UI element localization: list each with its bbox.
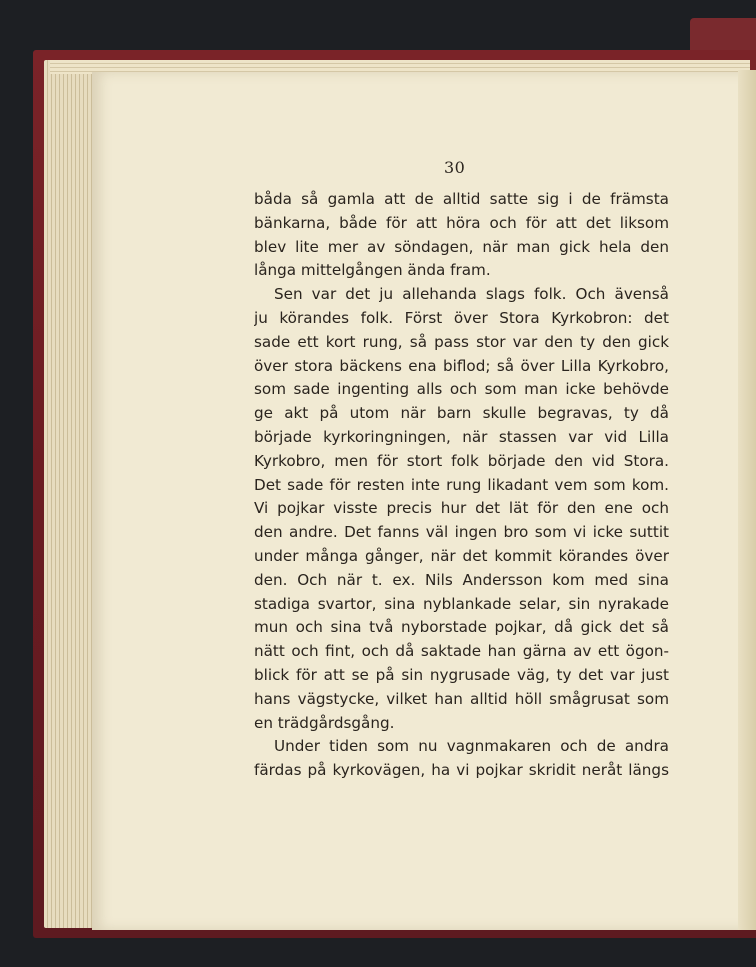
text-line: färdas på kyrkovägen, ha vi pojkar skridit neråt längs — [254, 761, 669, 780]
text-line: bänkarna, både för att höra och för att det liksom — [254, 213, 669, 232]
text-line: under många gånger, när det kommit körandes över — [254, 546, 669, 565]
text-line: Sen var det ju allehanda slags folk. Och ävenså — [274, 285, 669, 304]
text-line: som sade ingenting alls och som man icke behövde — [254, 380, 669, 399]
text-line: mun och sina två nyborstade pojkar, då gick det så — [254, 618, 669, 637]
text-line: hans vägstycke, vilket han alltid höll smågrusat som — [254, 689, 669, 708]
body-text — [254, 188, 669, 783]
text-line: Vi pojkar visste precis hur det lät för den ene och — [254, 499, 669, 518]
text-line: stadiga svartor, sina nyblankade selar, sin nyrakade — [254, 594, 669, 613]
text-line: Kyrkobro, men för stort folk började den vid Stora. — [254, 451, 669, 470]
text-line: den. Och när t. ex. Nils Andersson kom med sina — [254, 570, 669, 589]
text-line: nätt och fint, och då saktade han gärna av ett ögon- — [254, 642, 669, 661]
text-line: blev lite mer av söndagen, när man gick hela den — [254, 237, 669, 256]
text-line: båda så gamla att de alltid satte sig i de främsta — [254, 190, 669, 208]
page-number: 30 — [444, 158, 466, 177]
text-line: Under tiden som nu vagnmakaren och de andra — [274, 737, 669, 756]
text-line: den andre. Det fanns väl ingen bro som vi icke suttit — [254, 523, 669, 542]
text-line: ju körandes folk. Först över Stora Kyrkobron: det — [254, 308, 669, 327]
text-line: ge akt på utom när barn skulle begravas, ty då — [254, 404, 669, 423]
text-line: över stora bäckens ena biflod; så över Lilla Kyrkobro, — [254, 356, 669, 375]
text-line: Det sade för resten inte rung likadant vem som kom. — [254, 475, 669, 494]
text-line: en trädgårdsgång. — [254, 713, 395, 732]
text-line: började kyrkoringningen, när stassen var vid Lilla — [254, 427, 669, 446]
text-line: långa mittelgången ända fram. — [254, 261, 491, 280]
text-line: blick för att se på sin nygrusade väg, ty det var just — [254, 665, 669, 684]
text-line: sade ett kort rung, så pass stor var den ty den gick — [254, 332, 669, 351]
next-page-edge — [738, 70, 756, 930]
